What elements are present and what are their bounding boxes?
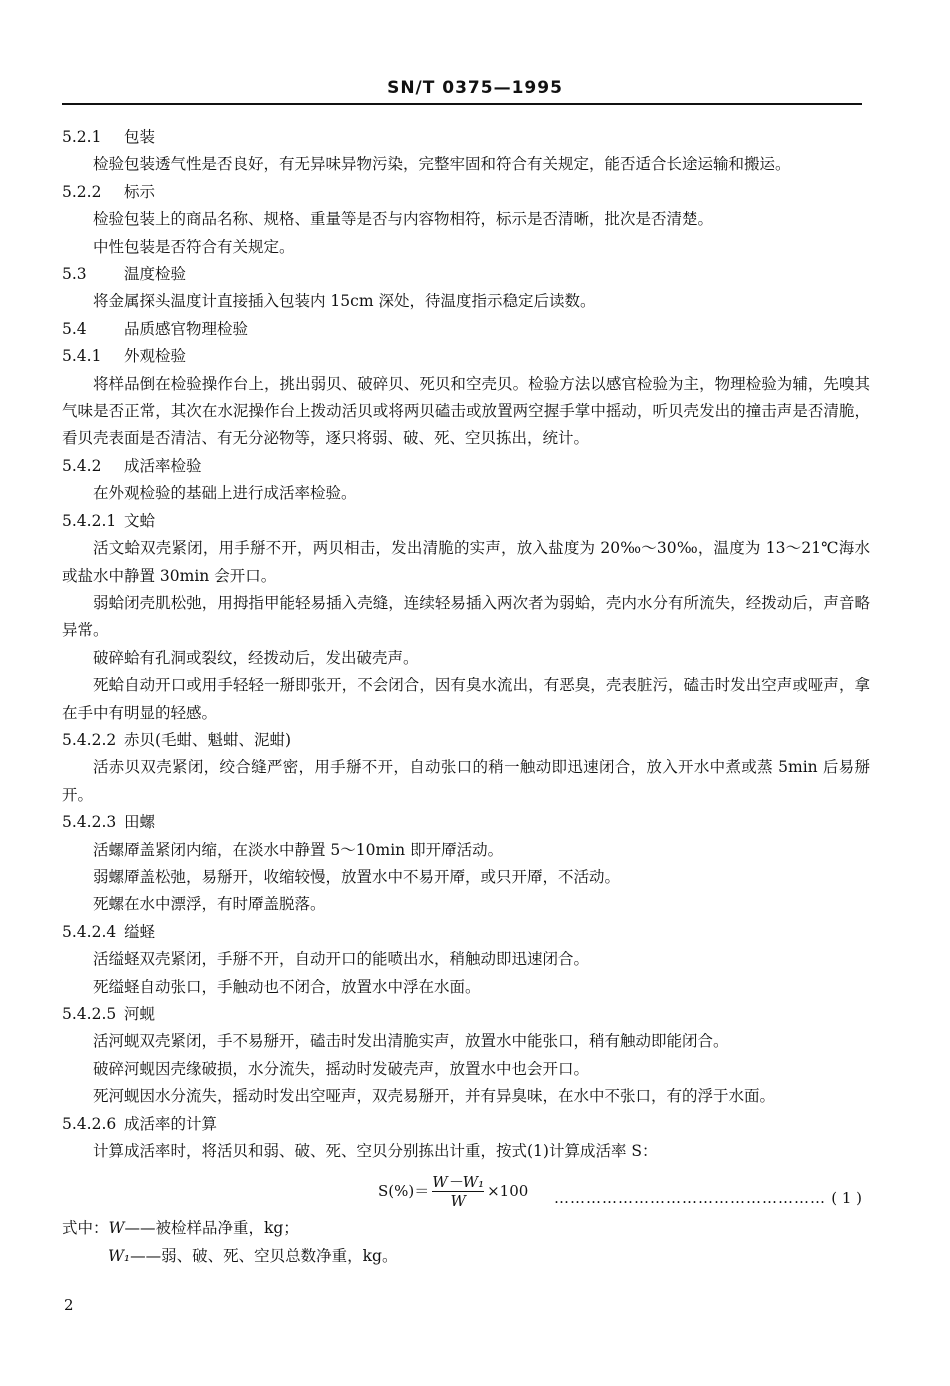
paragraph: 弱蛤闭壳肌松弛，用拇指甲能轻易插入壳缝，连续轻易插入两次者为弱蛤，壳内水分有所流失，经拨动后，声音略异常。 <box>62 593 870 640</box>
formula-1 <box>62 1167 870 1215</box>
section-heading <box>62 316 870 343</box>
paragraph: 活螺厣盖紧闭内缩，在淡水中静置 5～10min 即开厣活动。 <box>93 840 504 859</box>
paragraph: 破碎河蚬因壳缘破损，水分流失，摇动时发破壳声，放置水中也会开口。 <box>93 1059 590 1078</box>
paragraph: 死蛤自动开口或用手轻轻一掰即张开，不会闭合，因有臭水流出，有恶臭，壳表脏污，磕击时发出空声或哑声，拿在手中有明显的轻感。 <box>62 676 870 722</box>
section-title: 赤贝(毛蚶、魁蚶、泥蚶) <box>124 730 292 749</box>
section-number: 5.2.1 <box>62 128 102 146</box>
formula-leader-dots: …………………………………………… <box>554 1189 826 1208</box>
paragraph: 死河蚬因水分流失，摇动时发出空哑声，双壳易掰开，并有异臭味，在水中不张口，有的浮于水面。 <box>93 1087 776 1106</box>
section-heading <box>62 343 870 370</box>
formula-legend-item <box>62 1215 870 1242</box>
section-number: 5.4.2.3 <box>62 813 117 832</box>
section-number: 5.4.2.2 <box>62 730 117 749</box>
section-title: 包装 <box>124 128 156 146</box>
paragraph: 破碎蛤有孔洞或裂纹，经拨动后，发出破壳声。 <box>93 648 419 667</box>
legend-desc: ——被检样品净重，kg； <box>124 1219 299 1238</box>
legend-desc: ——弱、破、死、空贝总数净重，kg。 <box>130 1246 398 1265</box>
section-heading <box>62 453 870 480</box>
header-rule <box>62 103 862 105</box>
section-heading <box>62 1111 870 1138</box>
section-heading <box>62 508 870 535</box>
section-title: 外观检验 <box>124 347 187 366</box>
paragraph: 活缢蛏双壳紧闭，手掰不开，自动开口的能喷出水，稍触动即迅速闭合。 <box>93 950 590 969</box>
section-title: 文蛤 <box>124 511 156 530</box>
section-title: 田螺 <box>124 813 156 832</box>
section-number: 5.4 <box>62 319 87 338</box>
equation-number: ( 1 ) <box>831 1189 862 1208</box>
section-title: 成活率检验 <box>124 456 202 475</box>
section-number: 5.4.2.1 <box>62 511 117 530</box>
paragraph: 检验包装上的商品名称、规格、重量等是否与内容物相符，标示是否清晰，批次是否清楚。 <box>93 210 714 229</box>
section-number: 5.3 <box>62 265 87 284</box>
section-heading <box>62 179 870 206</box>
section-heading <box>62 919 870 946</box>
section-number: 5.2.2 <box>62 182 102 201</box>
section-title: 河蚬 <box>124 1005 156 1023</box>
paragraph: 活文蛤双壳紧闭，用手掰不开，两贝相击，发出清脆的实声，放入盐度为 20‰～30‰，温度为 13～21℃海水或盐水中静置 30min 会开口。 <box>62 539 870 585</box>
section-number: 5.4.1 <box>62 347 102 366</box>
legend-symbol: W <box>108 1219 125 1238</box>
paragraph: 计算成活率时，将活贝和弱、破、死、空贝分别拣出计重，按式(1)计算成活率 S： <box>93 1142 658 1161</box>
section-title: 品质感官物理检验 <box>124 319 249 338</box>
section-heading <box>62 261 870 288</box>
section-heading <box>62 124 870 151</box>
legend-intro: 式中： <box>62 1219 109 1238</box>
paragraph: 中性包装是否符合有关规定。 <box>93 237 295 256</box>
formula-fraction <box>432 1173 484 1210</box>
formula-denominator: W <box>450 1192 466 1211</box>
paragraph: 将样品倒在检验操作台上，挑出弱贝、破碎贝、死贝和空壳贝。检验方法以感官检验为主，物理检验为辅，先嗅其气味是否正常，其次在水泥操作台上拨动活贝或将两贝磕击或放置两空握手掌中摇动，听贝壳发出的撞击声是否清脆，看贝壳表面是否清洁、有无分泌物等，逐只将弱、破、死、空贝拣出，统计。 <box>62 374 870 448</box>
section-title: 温度检验 <box>124 265 187 284</box>
formula-lhs: S(%)＝ <box>378 1182 430 1201</box>
section-title: 标示 <box>124 182 156 201</box>
page-header-standard-code: SN/T 0375—1995 <box>387 78 563 98</box>
paragraph: 活河蚬双壳紧闭，手不易掰开，磕击时发出清脆实声，放置水中能张口，稍有触动即能闭合。 <box>93 1032 729 1051</box>
formula-expression <box>378 1173 528 1210</box>
paragraph: 活赤贝双壳紧闭，绞合缝严密，用手掰不开，自动张口的稍一触动即迅速闭合，放入开水中煮或蒸 5min 后易掰开。 <box>62 758 870 804</box>
formula-legend-item <box>62 1243 870 1270</box>
section-title: 缢蛏 <box>124 922 156 941</box>
section-heading <box>62 727 870 754</box>
paragraph: 死螺在水中漂浮，有时厣盖脱落。 <box>93 895 326 914</box>
section-title: 成活率的计算 <box>124 1114 218 1133</box>
section-heading <box>62 809 870 836</box>
section-number: 5.4.2 <box>62 456 102 475</box>
paragraph: 将金属探头温度计直接插入包装内 15cm 深处，待温度指示稳定后读数。 <box>93 292 596 311</box>
section-heading <box>62 1001 870 1028</box>
paragraph: 在外观检验的基础上进行成活率检验。 <box>93 484 357 503</box>
paragraph: 弱螺厣盖松弛，易掰开，收缩较慢，放置水中不易开厣，或只开厣，不活动。 <box>93 867 621 886</box>
section-number: 5.4.2.6 <box>62 1114 117 1133</box>
paragraph: 死缢蛏自动张口，手触动也不闭合，放置水中浮在水面。 <box>93 977 481 996</box>
formula-rhs: ×100 <box>487 1182 529 1201</box>
paragraph: 检验包装透气性是否良好，有无异味异物污染，完整牢固和符合有关规定，能否适合长途运输和搬运。 <box>93 155 791 174</box>
document-body <box>62 124 870 1270</box>
page-number: 2 <box>64 1296 74 1314</box>
formula-numerator: W－W₁ <box>432 1173 485 1192</box>
section-number: 5.4.2.5 <box>62 1005 117 1023</box>
section-number: 5.4.2.4 <box>62 922 117 941</box>
legend-symbol: W₁ <box>108 1246 131 1265</box>
